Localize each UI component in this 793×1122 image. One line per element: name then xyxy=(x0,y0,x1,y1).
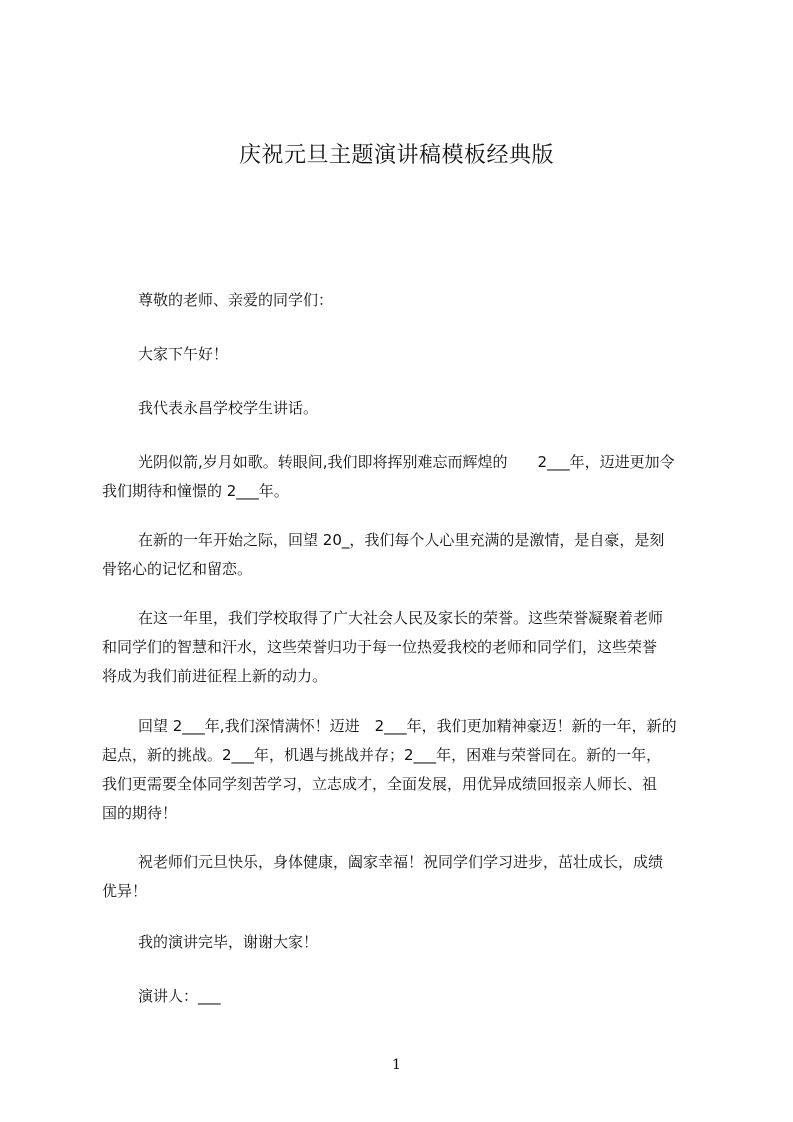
speaker-paragraph xyxy=(102,982,702,1011)
paragraph-4-line-2: 起点，新的挑战。2___年，机遇与挑战并存；2___年，困难与荣誉同在。新的一年， xyxy=(102,746,662,764)
intro-text: 我代表永昌学校学生讲话。 xyxy=(138,399,319,417)
paragraph-5-line-1: 祝老师们元旦快乐，身体健康，阖家幸福！祝同学们学习进步，茁壮成长，成绩 xyxy=(138,853,664,871)
page-number: 1 xyxy=(392,1057,401,1073)
greeting-paragraph xyxy=(102,340,702,369)
speaker-text: 演讲人：___ xyxy=(138,987,221,1005)
closing-text: 我的演讲完毕，谢谢大家！ xyxy=(138,933,319,951)
paragraph-4 xyxy=(102,712,702,828)
paragraph-5-line-2: 优异！ xyxy=(102,882,148,900)
closing-paragraph xyxy=(102,928,702,957)
paragraph-4-line-3: 我们更需要全体同学刻苦学习，立志成才，全面发展，用优异成绩回报亲人师长、祖 xyxy=(102,775,658,793)
paragraph-4-line-1: 回望 2___年,我们深情满怀！迈进 2___年，我们更加精神豪迈！新的一年，新的 xyxy=(138,717,677,735)
salutation-paragraph xyxy=(102,286,702,315)
paragraph-5 xyxy=(102,848,702,906)
paragraph-4-line-4: 国的期待！ xyxy=(102,804,178,822)
salutation-text: 尊敬的老师、亲爱的同学们： xyxy=(138,291,334,309)
paragraph-1-line-1: 光阴似箭,岁月如歌。转眼间,我们即将挥别难忘而辉煌的 2___年，迈进更加令 xyxy=(138,453,675,471)
document-title: 庆祝元旦主题演讲稿模板经典版 xyxy=(238,143,554,168)
intro-paragraph xyxy=(102,394,702,423)
paragraph-3 xyxy=(102,604,702,691)
paragraph-2-line-1: 在新的一年开始之际，回望 20_，我们每个人心里充满的是激情，是自豪，是刻 xyxy=(138,531,665,549)
paragraph-1-line-2: 我们期待和憧憬的 2___年。 xyxy=(102,482,289,500)
paragraph-3-line-2: 和同学们的智慧和汗水，这些荣誉归功于每一位热爱我校的老师和同学们，这些荣誉 xyxy=(102,638,658,656)
paragraph-3-line-1: 在这一年里，我们学校取得了广大社会人民及家长的荣誉。这些荣誉凝聚着老师 xyxy=(138,609,664,627)
paragraph-2 xyxy=(102,526,702,584)
greeting-text: 大家下午好！ xyxy=(138,345,229,363)
paragraph-2-line-2: 骨铭心的记忆和留恋。 xyxy=(102,560,253,578)
paragraph-3-line-3: 将成为我们前进征程上新的动力。 xyxy=(102,667,328,685)
paragraph-1 xyxy=(102,448,702,506)
